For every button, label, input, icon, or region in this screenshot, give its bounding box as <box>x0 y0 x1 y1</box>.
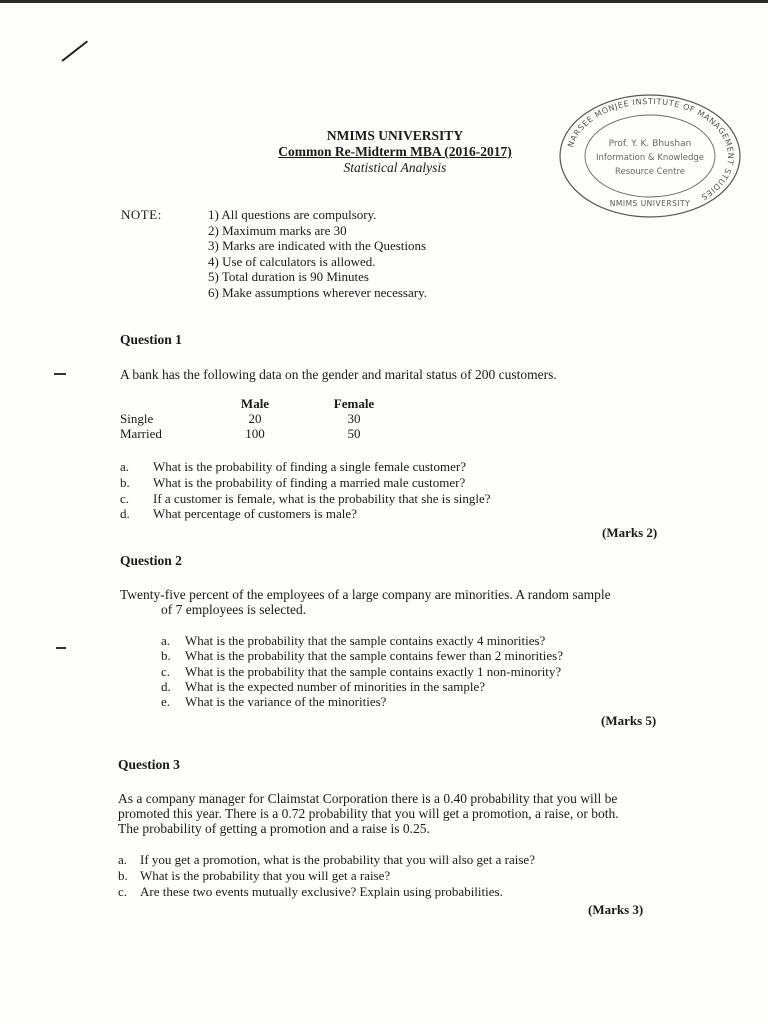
question-1-option-c <box>120 491 491 507</box>
table-row <box>120 426 400 441</box>
question-2-marks: (Marks 5) <box>601 713 657 728</box>
stamp-ring-text: NARSEE MONJEE INSTITUTE OF MANAGEMENT STUDIES <box>566 96 736 202</box>
stamp-line-1: Prof. Y. K. Bhushan <box>608 139 692 149</box>
table-header-cell: Female <box>333 396 375 411</box>
question-2-option-e <box>161 694 386 710</box>
option-text: What percentage of customers is male? <box>153 506 357 521</box>
note-item: 5) Total duration is 90 Minutes <box>208 269 369 285</box>
table-cell: 50 <box>347 426 361 441</box>
option-text: What is the variance of the minorities? <box>185 694 387 709</box>
option-letter: a. <box>120 459 130 474</box>
option-letter: c. <box>118 884 128 899</box>
note-label: NOTE: <box>121 207 162 222</box>
pen-mark <box>62 40 88 61</box>
question-1-option-d <box>120 506 357 522</box>
question-2-option-d <box>161 679 485 695</box>
option-text: If a customer is female, what is the probability that she is single? <box>153 491 491 506</box>
option-text: What is the probability of finding a single female customer? <box>153 459 466 474</box>
question-2-title: Question 2 <box>120 553 182 568</box>
question-3-intro-line-2: promoted this year. There is a 0.72 probability that you will get a promotion, a raise, or both. <box>118 806 619 821</box>
option-letter: e. <box>161 694 171 709</box>
exam-title: Common Re-Midterm MBA (2016-2017) <box>278 144 512 159</box>
option-text: What is the probability that the sample contains fewer than 2 minorities? <box>185 648 563 663</box>
note-item: 2) Maximum marks are 30 <box>208 222 347 238</box>
note-item: 6) Make assumptions wherever necessary. <box>208 284 428 300</box>
table-cell: Married <box>120 426 162 441</box>
option-letter: c. <box>120 491 130 506</box>
note-item: 4) Use of calculators is allowed. <box>208 253 376 269</box>
option-text: What is the probability that the sample contains exactly 4 minorities? <box>185 633 546 648</box>
question-1-option-a <box>120 459 466 475</box>
option-letter: d. <box>161 679 171 694</box>
option-text: What is the expected number of minorities in the sample? <box>185 679 485 694</box>
table-cell: 100 <box>245 426 265 441</box>
option-letter: b. <box>118 868 128 883</box>
top-edge-rule <box>0 0 768 3</box>
university-title: NMIMS UNIVERSITY <box>326 128 464 143</box>
customer-table <box>120 396 400 441</box>
table-header-row <box>120 396 400 411</box>
question-1-intro: A bank has the following data on the gender and marital status of 200 customers. <box>120 367 557 382</box>
subject-title: Statistical Analysis <box>343 160 447 175</box>
question-1-title: Question 1 <box>120 332 182 347</box>
question-2-option-b <box>161 648 563 664</box>
option-text: If you get a promotion, what is the probability that you will also get a raise? <box>140 852 535 867</box>
margin-dash-mark <box>56 647 66 649</box>
table-row <box>120 411 400 426</box>
option-text: What is the probability that you will get a raise? <box>140 868 391 883</box>
question-1-option-b <box>120 475 465 491</box>
option-letter: d. <box>120 506 130 521</box>
library-stamp <box>556 92 744 220</box>
table-header-cell <box>120 396 220 411</box>
table-header-cell: Male <box>240 396 270 411</box>
option-letter: b. <box>120 475 130 490</box>
question-2-intro-line-1: Twenty-five percent of the employees of a large company are minorities. A random sample <box>120 587 611 602</box>
question-3-intro-line-1: As a company manager for Claimstat Corporation there is a 0.40 probability that you will be <box>118 791 618 806</box>
margin-dash-mark <box>54 373 66 375</box>
svg-text:NARSEE MONJEE INSTITUTE OF MAN <box>566 97 735 202</box>
question-3-option-c <box>118 884 503 900</box>
note-list <box>208 207 427 301</box>
question-3-intro-line-3: The probability of getting a promotion and a raise is 0.25. <box>118 821 430 836</box>
note-item: 3) Marks are indicated with the Questions <box>208 238 427 254</box>
option-text: What is the probability of finding a married male customer? <box>153 475 466 490</box>
note-item: 1) All questions are compulsory. <box>208 207 377 222</box>
question-2-option-a <box>161 633 545 649</box>
table-cell: Single <box>120 411 154 426</box>
stamp-line-3: Resource Centre <box>614 167 686 177</box>
question-3-marks: (Marks 3) <box>588 902 644 917</box>
option-text: What is the probability that the sample contains exactly 1 non-minority? <box>185 664 562 679</box>
stamp-line-2: Information & Knowledge <box>596 153 704 163</box>
question-3-option-b <box>118 868 390 884</box>
table-cell: 30 <box>347 411 361 426</box>
question-3-option-a <box>118 852 535 868</box>
question-1-marks: (Marks 2) <box>602 525 658 540</box>
question-2-option-c <box>161 664 561 680</box>
option-text: Are these two events mutually exclusive? Explain using probabilities. <box>140 884 503 899</box>
stamp-bottom-text: NMIMS UNIVERSITY <box>609 199 691 208</box>
question-3-title: Question 3 <box>118 757 180 772</box>
option-letter: a. <box>161 633 171 648</box>
table-cell: 20 <box>248 411 262 426</box>
question-2-intro-line-2: of 7 employees is selected. <box>161 602 307 617</box>
option-letter: a. <box>118 852 128 867</box>
option-letter: c. <box>161 664 171 679</box>
option-letter: b. <box>161 648 171 663</box>
